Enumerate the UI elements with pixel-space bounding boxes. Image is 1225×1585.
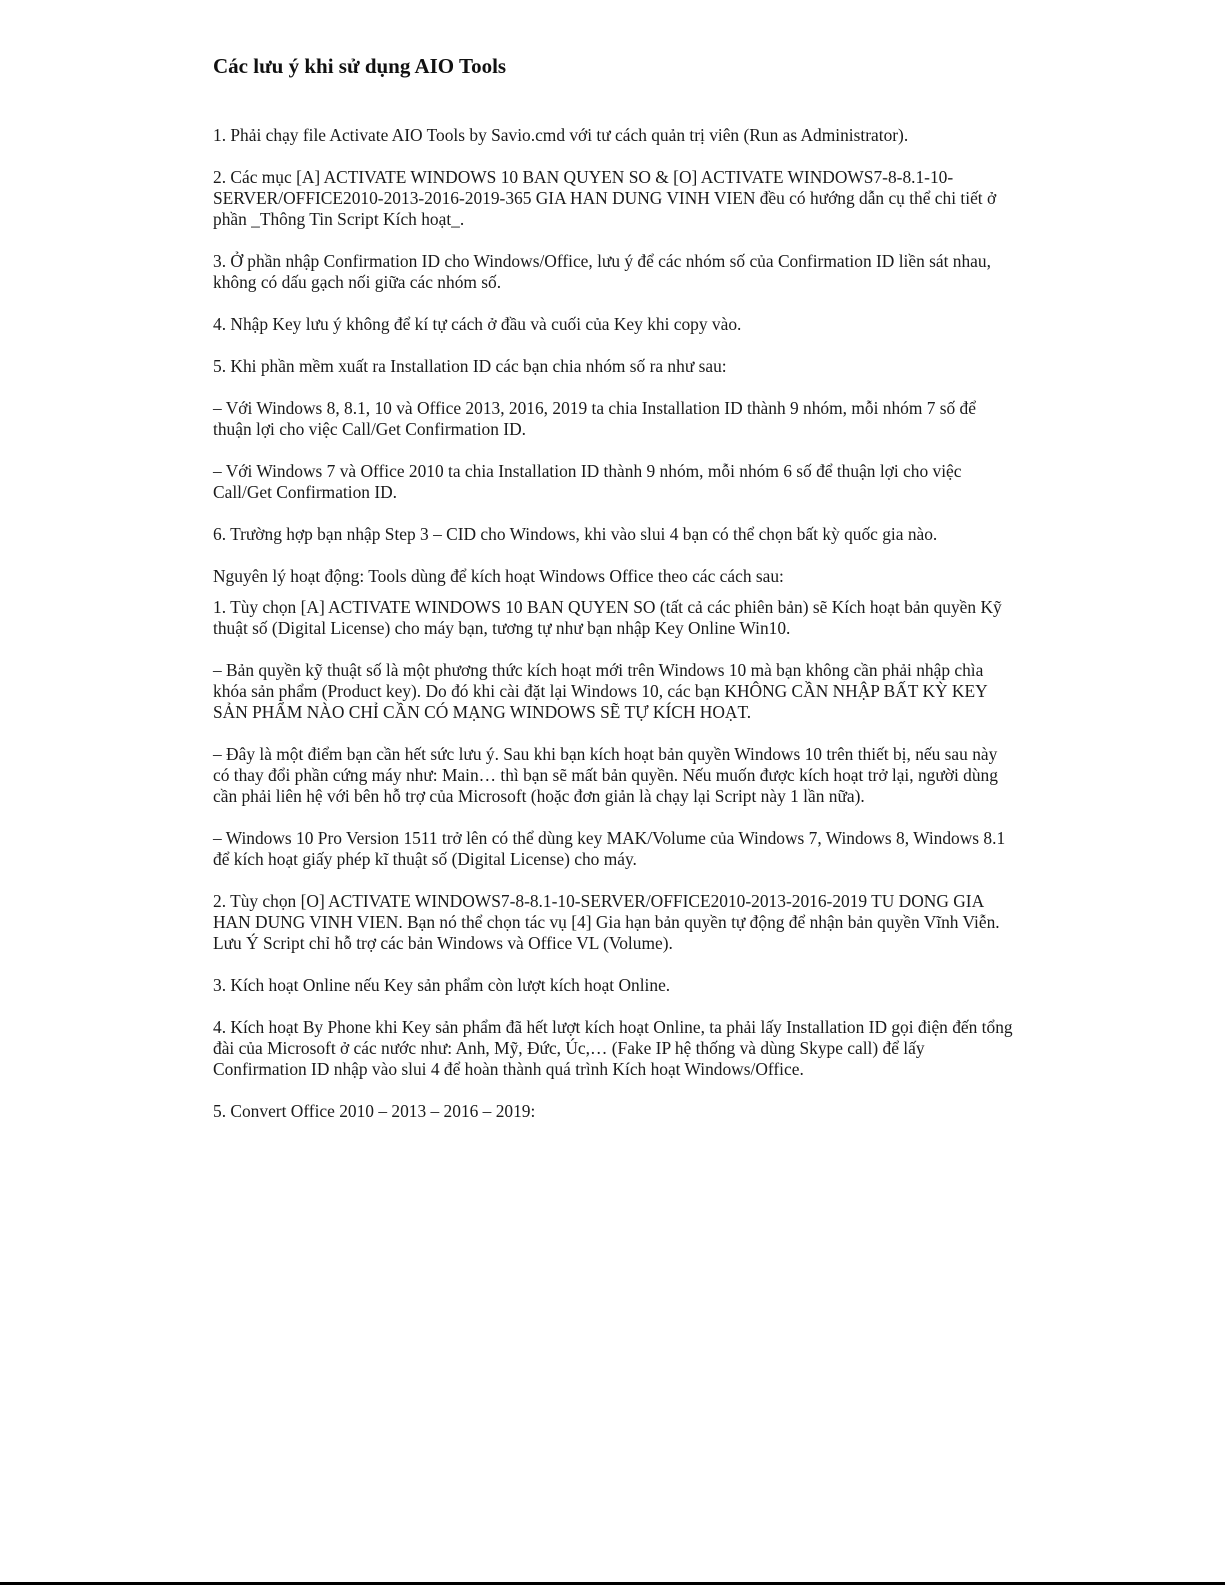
principle-item-3: 3. Kích hoạt Online nếu Key sản phẩm còn lượt kích hoạt Online.: [213, 975, 671, 995]
principle-item-4: 4. Kích hoạt By Phone khi Key sản phẩm đã hết lượt kích hoạt Online, ta phải lấy Installation ID gọi điện đến tổng đài của Microsoft ở các nước như: Anh, Mỹ, Đức, Úc,… (Fake IP hệ thống và dùng Skype call) để lấy Confirmation ID nhập vào slui 4 để hoàn thành quá trình Kích hoạt Windows/Office.: [213, 1017, 1013, 1079]
principle-subitem-mak-volume: – Windows 10 Pro Version 1511 trở lên có thể dùng key MAK/Volume của Windows 7, Windows 8, Windows 8.1 để kích hoạt giấy phép kĩ thuật số (Digital License) cho máy.: [213, 828, 1006, 869]
note-subitem-windows7: – Với Windows 7 và Office 2010 ta chia Installation ID thành 9 nhóm, mỗi nhóm 6 số để thuận lợi cho việc Call/Get Confirmation ID.: [213, 461, 962, 502]
principle-item-5: 5. Convert Office 2010 – 2013 – 2016 – 2019:: [213, 1101, 536, 1121]
note-item-1: 1. Phải chạy file Activate AIO Tools by Savio.cmd với tư cách quản trị viên (Run as Administrator).: [213, 125, 909, 145]
document-title: Các lưu ý khi sử dụng AIO Tools: [213, 54, 507, 78]
principle-item-2: 2. Tùy chọn [O] ACTIVATE WINDOWS7-8-8.1-10-SERVER/OFFICE2010-2013-2016-2019 TU DONG GIA HAN DUNG VINH VIEN. Bạn nó thể chọn tác vụ [4] Gia hạn bản quyền tự động để nhận bản quyền Vĩnh Viễn. Lưu Ý Script chỉ hỗ trợ các bản Windows và Office VL (Volume).: [213, 891, 1000, 953]
principle-subitem-hardware-change: – Đây là một điểm bạn cần hết sức lưu ý. Sau khi bạn kích hoạt bản quyền Windows 10 trên thiết bị, nếu sau này có thay đổi phần cứng máy như: Main… thì bạn sẽ mất bản quyền. Nếu muốn được kích hoạt trở lại, người dùng cần phải liên hệ với bên hỗ trợ của Microsoft (hoặc đơn giản là chạy lại Script này 1 lần nữa).: [213, 744, 998, 806]
document-body: [213, 52, 1013, 1122]
principle-subitem-digital-license: – Bản quyền kỹ thuật số là một phương thức kích hoạt mới trên Windows 10 mà bạn không cần phải nhập chìa khóa sản phẩm (Product key). Do đó khi cài đặt lại Windows 10, các bạn KHÔNG CẦN NHẬP BẤT KỲ KEY SẢN PHẨM NÀO CHỈ CẦN CÓ MẠNG WINDOWS SẼ TỰ KÍCH HOẠT.: [213, 660, 988, 722]
note-item-5: 5. Khi phần mềm xuất ra Installation ID các bạn chia nhóm số ra như sau:: [213, 356, 727, 376]
note-item-3: 3. Ở phần nhập Confirmation ID cho Windows/Office, lưu ý để các nhóm số của Confirmation ID liền sát nhau, không có dấu gạch nối giữa các nhóm số.: [213, 251, 991, 292]
note-item-4: 4. Nhập Key lưu ý không để kí tự cách ở đầu và cuối của Key khi copy vào.: [213, 314, 742, 334]
principle-heading: Nguyên lý hoạt động: Tools dùng để kích hoạt Windows Office theo các cách sau:: [213, 566, 784, 586]
note-item-2: 2. Các mục [A] ACTIVATE WINDOWS 10 BAN QUYEN SO & [O] ACTIVATE WINDOWS7-8-8.1-10-SERVER/OFFICE2010-2013-2016-2019-365 GIA HAN DUNG VINH VIEN đều có hướng dẫn cụ thể chi tiết ở phần _Thông Tin Script Kích hoạt_.: [213, 167, 997, 229]
note-item-6: 6. Trường hợp bạn nhập Step 3 – CID cho Windows, khi vào slui 4 bạn có thể chọn bất kỳ quốc gia nào.: [213, 524, 938, 544]
note-subitem-windows8: – Với Windows 8, 8.1, 10 và Office 2013, 2016, 2019 ta chia Installation ID thành 9 nhóm, mỗi nhóm 7 số để thuận lợi cho việc Call/Get Confirmation ID.: [213, 398, 976, 439]
principle-item-1: 1. Tùy chọn [A] ACTIVATE WINDOWS 10 BAN QUYEN SO (tất cả các phiên bản) sẽ Kích hoạt bản quyền Kỹ thuật số (Digital License) cho máy bạn, tương tự như bạn nhập Key Online Win10.: [213, 597, 1002, 638]
